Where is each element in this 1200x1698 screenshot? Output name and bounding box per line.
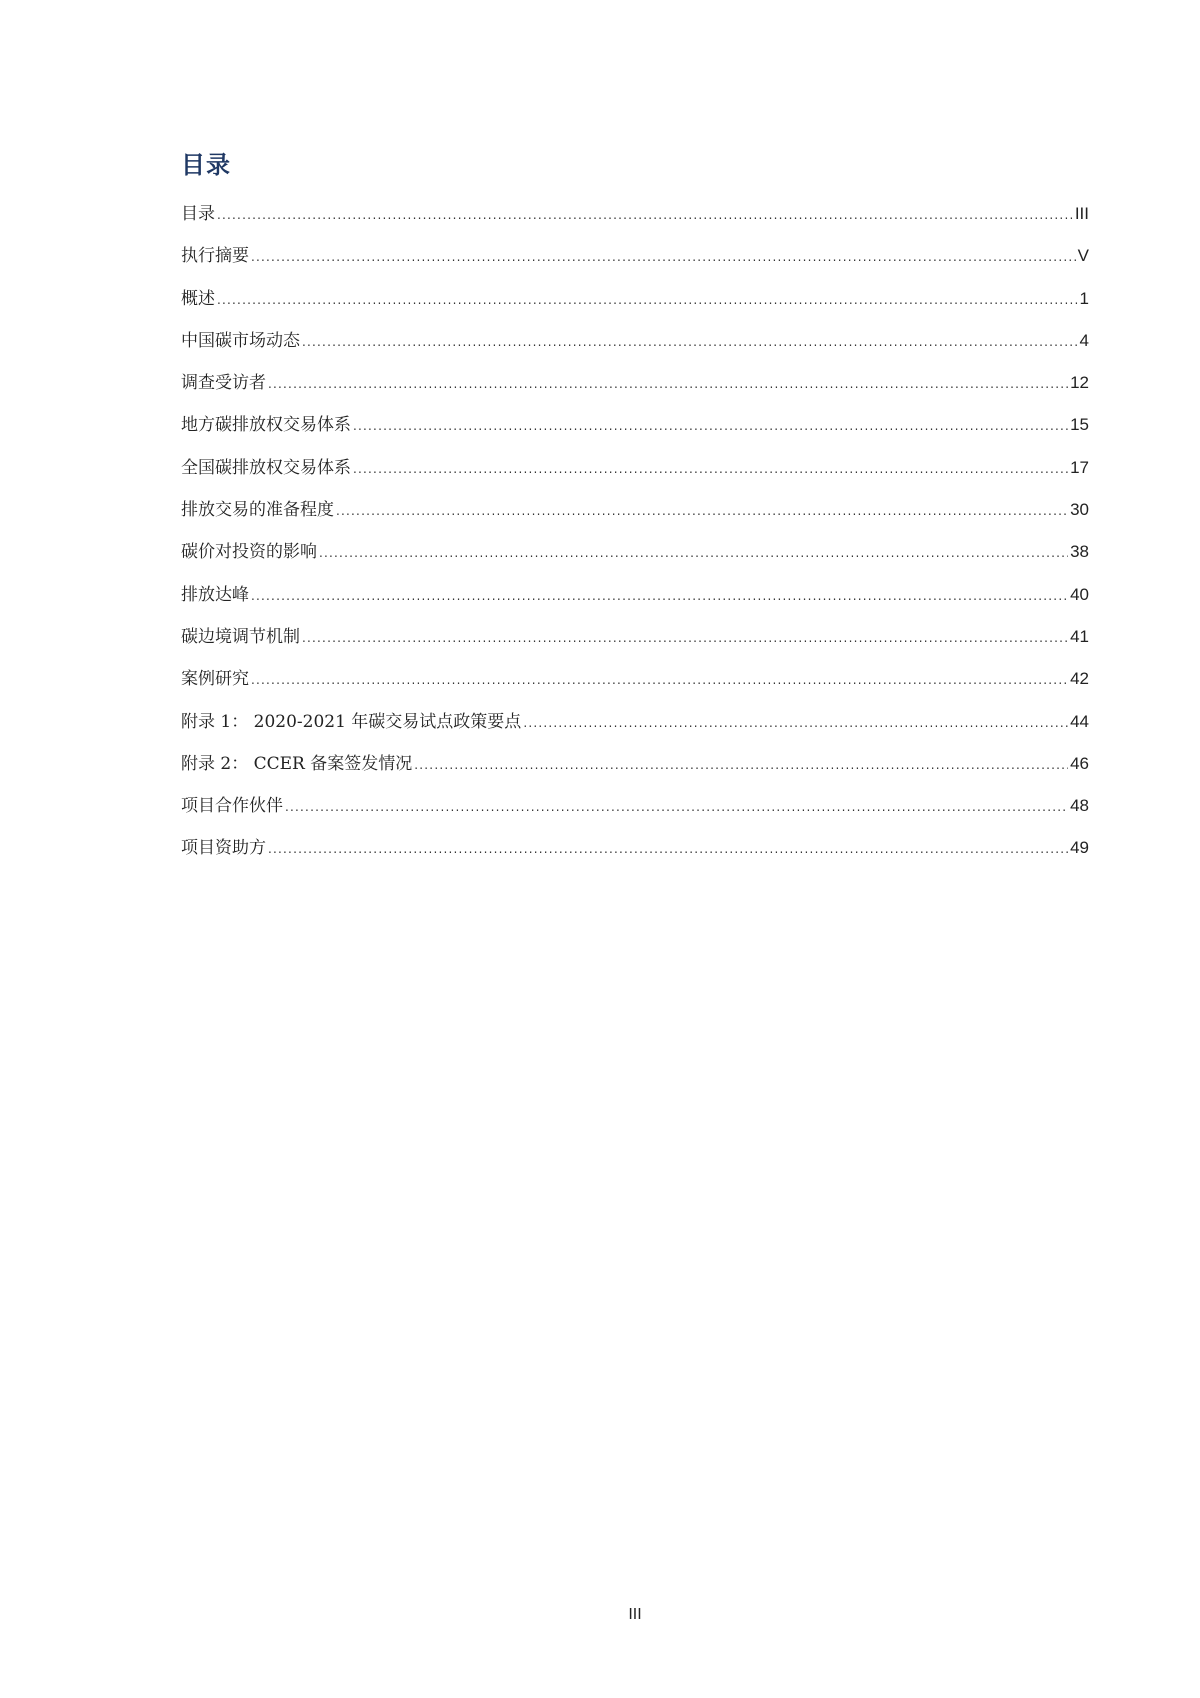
toc-entry[interactable] bbox=[181, 202, 1089, 244]
toc-entry[interactable] bbox=[181, 710, 1089, 752]
table-of-contents bbox=[181, 202, 1089, 879]
toc-dot-leader bbox=[319, 541, 1068, 565]
toc-entry-page: 4 bbox=[1079, 330, 1089, 350]
toc-entry-page: III bbox=[1074, 204, 1089, 223]
toc-heading: 目录 bbox=[181, 151, 231, 179]
toc-dot-leader bbox=[523, 711, 1068, 735]
toc-entry[interactable] bbox=[181, 836, 1089, 878]
toc-dot-leader bbox=[251, 584, 1068, 608]
toc-entry-page: V bbox=[1077, 246, 1089, 266]
toc-dot-leader bbox=[336, 499, 1068, 523]
toc-entry[interactable] bbox=[181, 794, 1089, 836]
toc-entry-page: 1 bbox=[1079, 288, 1089, 308]
toc-entry-title: 全国碳排放权交易体系 bbox=[181, 457, 351, 478]
toc-entry[interactable] bbox=[181, 667, 1089, 709]
toc-entry-page: 15 bbox=[1070, 415, 1089, 435]
toc-entry-page: 44 bbox=[1070, 711, 1089, 731]
toc-dot-leader bbox=[302, 330, 1078, 354]
toc-entry-title: 概述 bbox=[181, 288, 215, 309]
page-number: III bbox=[628, 1606, 642, 1623]
toc-entry[interactable] bbox=[181, 456, 1089, 498]
toc-entry-page: 38 bbox=[1070, 542, 1089, 562]
toc-entry-title: 碳边境调节机制 bbox=[181, 626, 300, 647]
toc-dot-leader bbox=[414, 753, 1068, 777]
toc-entry-page: 46 bbox=[1070, 753, 1089, 773]
toc-entry-page: 49 bbox=[1070, 838, 1089, 858]
toc-entry-title: 附录 1： 2020-2021 年碳交易试点政策要点 bbox=[181, 711, 522, 732]
toc-dot-leader bbox=[251, 668, 1068, 692]
toc-dot-leader bbox=[268, 372, 1068, 396]
toc-entry-title: 执行摘要 bbox=[181, 246, 249, 267]
toc-entry[interactable] bbox=[181, 329, 1089, 371]
toc-dot-leader bbox=[217, 288, 1078, 312]
toc-entry-title: 项目资助方 bbox=[181, 838, 266, 859]
toc-entry-page: 41 bbox=[1070, 626, 1089, 646]
toc-entry-title: 中国碳市场动态 bbox=[181, 330, 300, 351]
toc-entry[interactable] bbox=[181, 540, 1089, 582]
toc-entry-page: 48 bbox=[1070, 796, 1089, 816]
toc-entry-page: 30 bbox=[1070, 500, 1089, 520]
toc-entry[interactable] bbox=[181, 371, 1089, 413]
toc-entry-title: 地方碳排放权交易体系 bbox=[181, 415, 351, 436]
toc-entry-page: 42 bbox=[1070, 669, 1089, 689]
toc-entry-title: 碳价对投资的影响 bbox=[181, 542, 317, 563]
toc-entry-title: 附录 2： CCER 备案签发情况 bbox=[181, 753, 413, 774]
toc-entry[interactable] bbox=[181, 583, 1089, 625]
toc-entry[interactable] bbox=[181, 244, 1089, 286]
toc-dot-leader bbox=[353, 457, 1068, 481]
toc-entry-title: 排放交易的准备程度 bbox=[181, 500, 334, 521]
toc-entry[interactable] bbox=[181, 752, 1089, 794]
toc-dot-leader bbox=[302, 626, 1068, 650]
toc-entry-title: 项目合作伙伴 bbox=[181, 796, 283, 817]
toc-entry[interactable] bbox=[181, 625, 1089, 667]
toc-entry[interactable] bbox=[181, 498, 1089, 540]
toc-entry-title: 案例研究 bbox=[181, 669, 249, 690]
toc-entry-title: 调查受访者 bbox=[181, 373, 266, 394]
toc-dot-leader bbox=[285, 795, 1068, 819]
toc-dot-leader bbox=[353, 414, 1068, 438]
toc-entry-title: 排放达峰 bbox=[181, 584, 249, 605]
toc-entry-title: 目录 bbox=[181, 204, 215, 224]
toc-entry-page: 17 bbox=[1070, 457, 1089, 477]
toc-dot-leader bbox=[217, 203, 1073, 227]
toc-entry-page: 12 bbox=[1070, 373, 1089, 393]
toc-dot-leader bbox=[251, 245, 1076, 269]
toc-entry[interactable] bbox=[181, 413, 1089, 455]
toc-dot-leader bbox=[268, 837, 1068, 861]
toc-entry[interactable] bbox=[181, 287, 1089, 329]
toc-entry-page: 40 bbox=[1070, 584, 1089, 604]
